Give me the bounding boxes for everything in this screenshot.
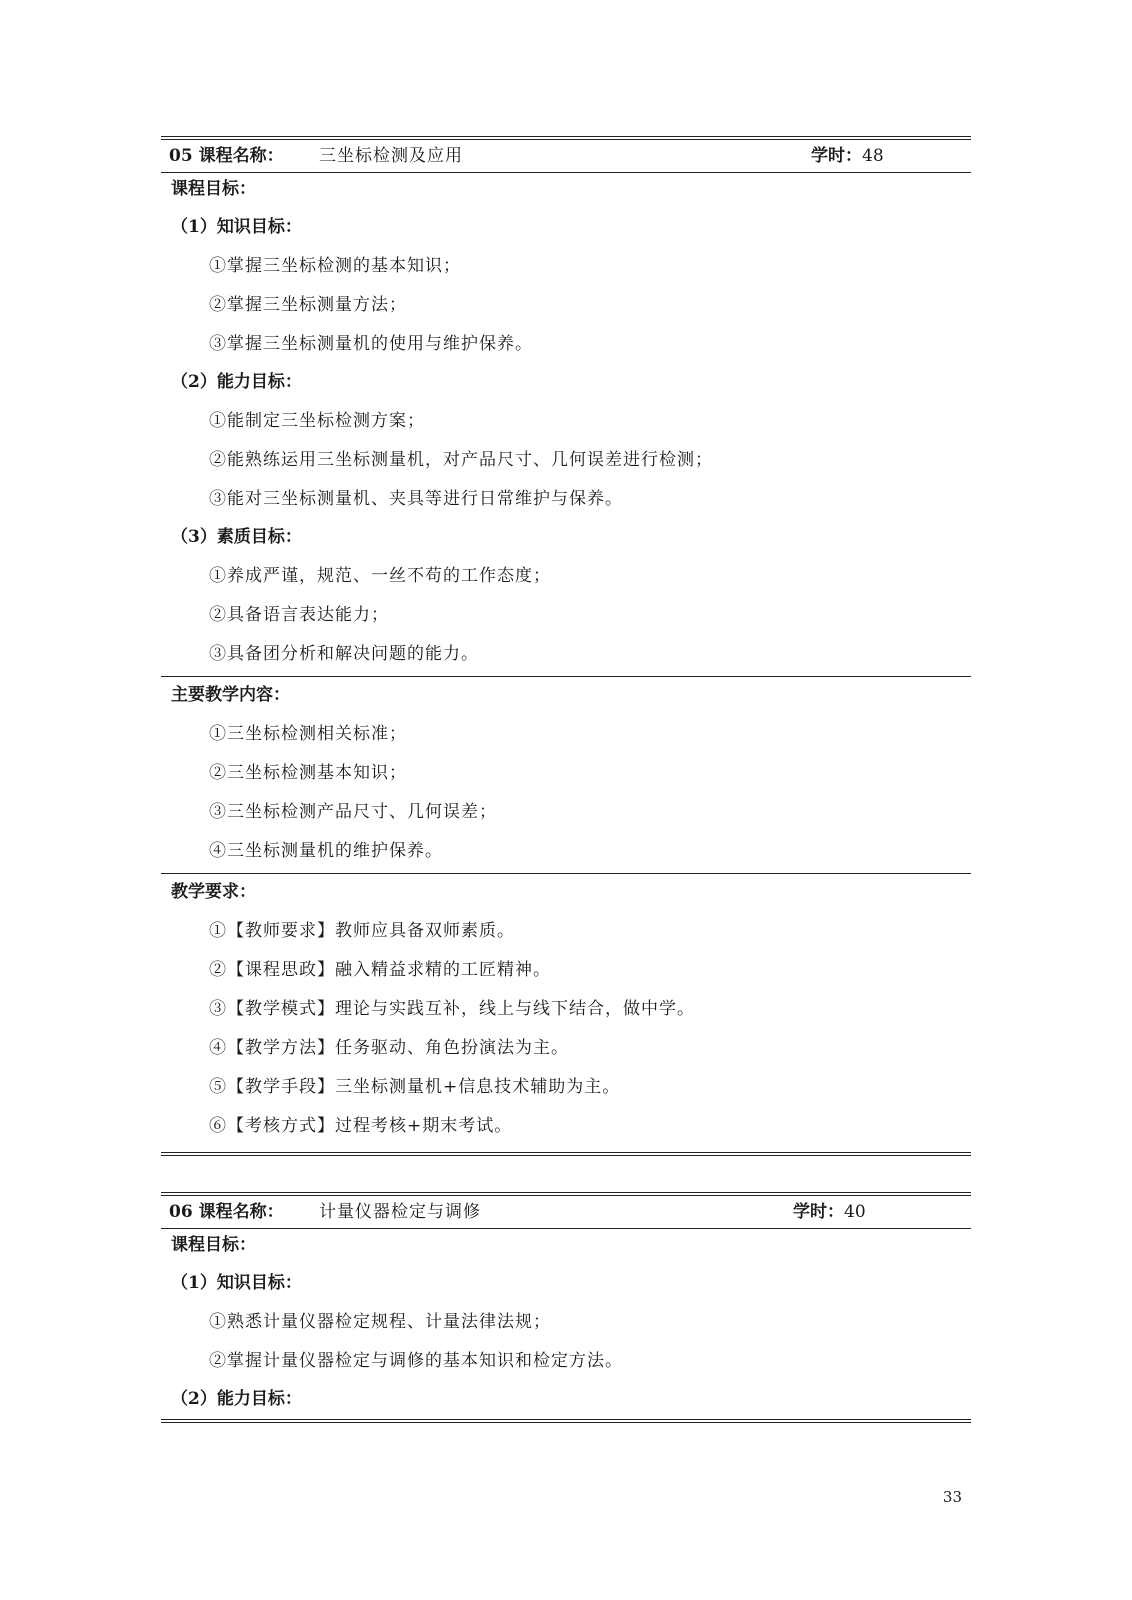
course-header	[161, 1196, 971, 1228]
content-item: ④三坐标测量机的维护保养。	[209, 841, 443, 861]
quality-title: （3）素质目标：	[171, 527, 302, 547]
content-title: 主要教学内容：	[171, 685, 290, 705]
hours-value: 48	[862, 146, 884, 166]
course-block-06	[161, 1192, 971, 1423]
section-divider	[161, 873, 971, 874]
content-item: ①三坐标检测相关标准；	[209, 724, 407, 744]
page-number: 33	[942, 1488, 962, 1506]
header-divider	[161, 1228, 971, 1229]
ability-title: （2）能力目标：	[171, 1389, 302, 1409]
course-name-label: 05 课程名称：	[169, 146, 284, 166]
ability-item: ①能制定三坐标检测方案；	[209, 411, 425, 431]
hours-label: 学时：	[811, 146, 862, 166]
course-name-value: 计量仪器检定与调修	[319, 1202, 481, 1222]
requirements-section	[161, 878, 971, 1152]
section-divider	[161, 676, 971, 677]
objectives-section	[161, 1231, 971, 1419]
quality-item: ①养成严谨，规范、一丝不苟的工作态度；	[209, 566, 551, 586]
course-hours	[811, 145, 884, 167]
course-header	[161, 140, 971, 172]
knowledge-title: （1）知识目标：	[171, 217, 302, 237]
requirement-item: ④【教学方法】任务驱动、角色扮演法为主。	[209, 1038, 569, 1058]
content-item: ②三坐标检测基本知识；	[209, 763, 407, 783]
bottom-rule	[161, 1152, 971, 1156]
requirements-title: 教学要求：	[171, 882, 256, 902]
bottom-rule	[161, 1419, 971, 1423]
ability-item: ②能熟练运用三坐标测量机，对产品尺寸、几何误差进行检测；	[209, 450, 713, 470]
hours-value: 40	[844, 1202, 866, 1222]
requirement-item: ⑤【教学手段】三坐标测量机+信息技术辅助为主。	[209, 1077, 621, 1097]
requirement-item: ⑥【考核方式】过程考核+期末考试。	[209, 1116, 513, 1136]
header-divider	[161, 172, 971, 173]
course-name-label: 06 课程名称：	[169, 1202, 284, 1222]
hours-label: 学时：	[793, 1202, 844, 1222]
knowledge-item: ①掌握三坐标检测的基本知识；	[209, 256, 461, 276]
objectives-section	[161, 175, 971, 676]
ability-title: （2）能力目标：	[171, 372, 302, 392]
quality-item: ③具备团分析和解决问题的能力。	[209, 644, 479, 664]
knowledge-item: ③掌握三坐标测量机的使用与维护保养。	[209, 334, 533, 354]
objectives-title: 课程目标：	[171, 179, 256, 199]
content-section	[161, 681, 971, 873]
knowledge-title: （1）知识目标：	[171, 1273, 302, 1293]
ability-item: ③能对三坐标测量机、夹具等进行日常维护与保养。	[209, 489, 623, 509]
objectives-title: 课程目标：	[171, 1235, 256, 1255]
quality-item: ②具备语言表达能力；	[209, 605, 389, 625]
knowledge-item: ①熟悉计量仪器检定规程、计量法律法规；	[209, 1312, 551, 1332]
course-hours	[793, 1201, 866, 1223]
requirement-item: ②【课程思政】融入精益求精的工匠精神。	[209, 960, 551, 980]
knowledge-item: ②掌握三坐标测量方法；	[209, 295, 407, 315]
requirement-item: ③【教学模式】理论与实践互补，线上与线下结合，做中学。	[209, 999, 695, 1019]
course-block-05	[161, 136, 971, 1156]
requirement-item: ①【教师要求】教师应具备双师素质。	[209, 921, 515, 941]
course-name-value: 三坐标检测及应用	[319, 146, 463, 166]
content-item: ③三坐标检测产品尺寸、几何误差；	[209, 802, 497, 822]
knowledge-item: ②掌握计量仪器检定与调修的基本知识和检定方法。	[209, 1351, 623, 1371]
